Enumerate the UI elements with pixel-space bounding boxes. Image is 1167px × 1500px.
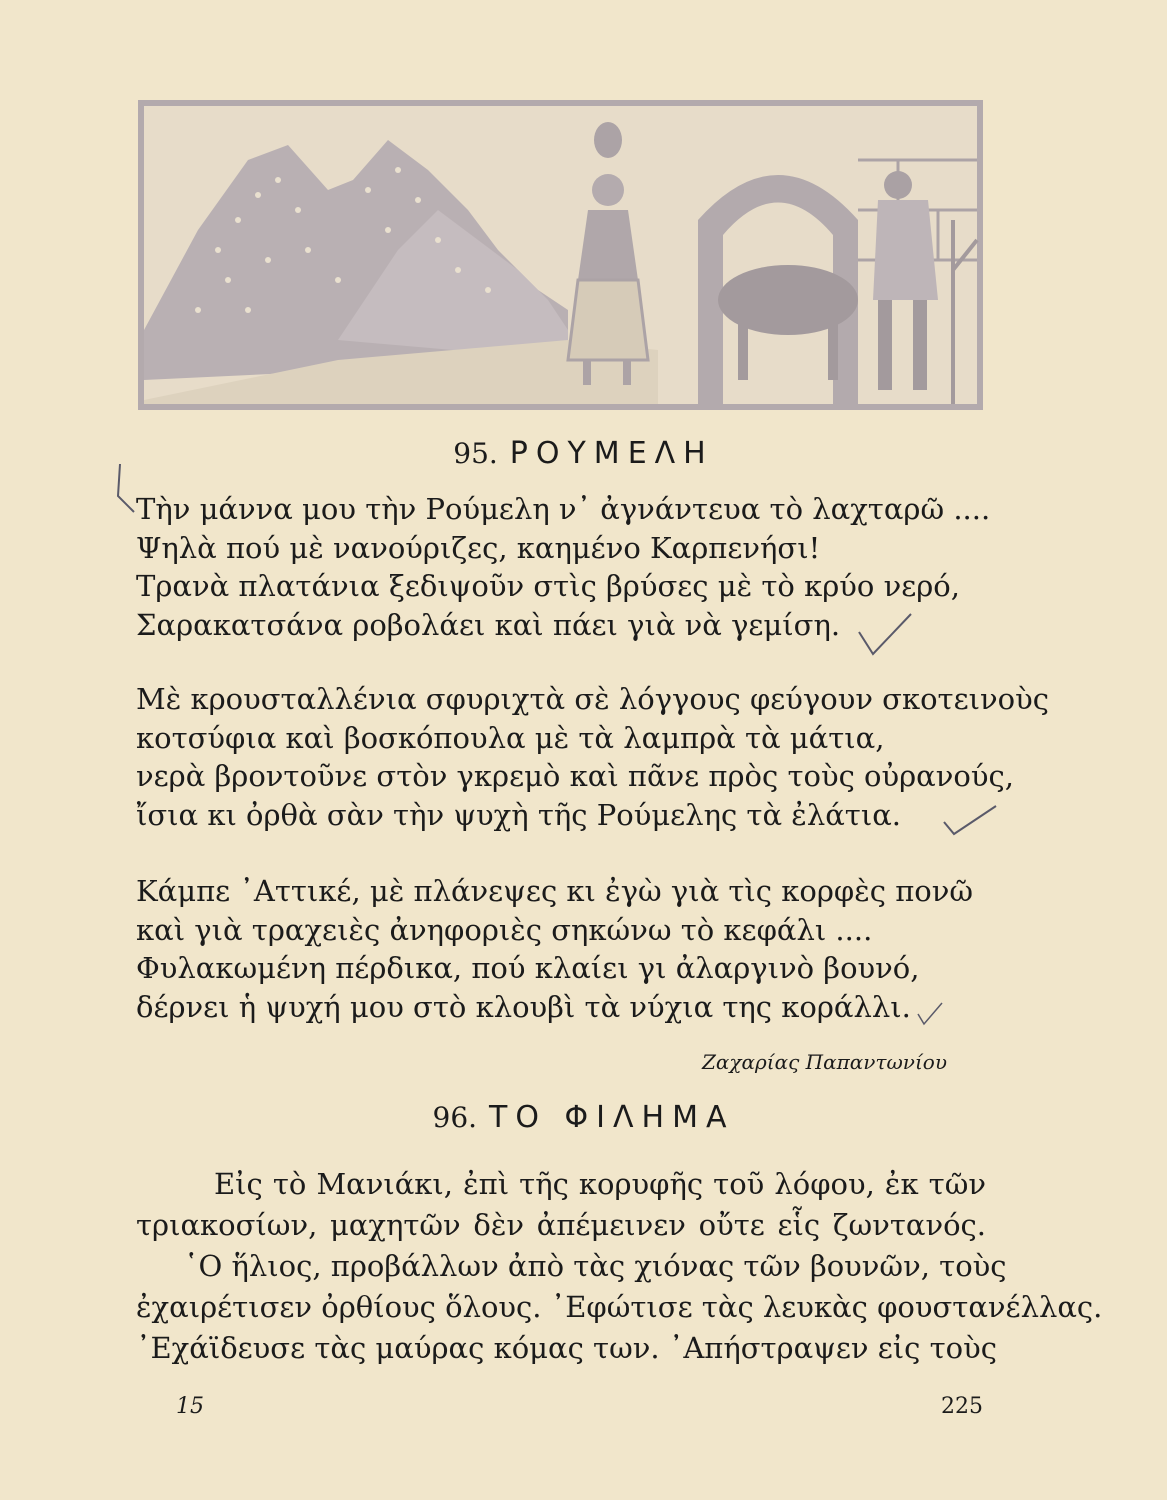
section-title-95 bbox=[0, 436, 1167, 471]
prose-line: ἐχαιρέτισεν ὀρθίους ὅλους. ᾿Εφώτισε τὰς λευκὰς φουστανέλλας. bbox=[136, 1290, 1103, 1324]
poem-line: Φυλακωμένη πέρδικα, πού κλαίει γι ἀλαργινὸ βουνό, bbox=[136, 951, 920, 985]
prose-body bbox=[136, 1164, 1103, 1369]
section-number: 96. bbox=[432, 1101, 478, 1134]
poem-line: κοτσύφια καὶ βοσκόπουλα μὲ τὰ λαμπρὰ τὰ μάτια, bbox=[136, 720, 885, 755]
signature-mark: 15 bbox=[176, 1394, 204, 1419]
section-title-text: ΡΟΥΜΕΛΗ bbox=[509, 436, 714, 471]
prose-line: τριακοσίων, μαχητῶν δὲν ἀπέμεινεν οὔτε εἷς ζωντανός. bbox=[136, 1208, 986, 1242]
prose-line: Εἰς τὸ Μανιάκι, ἐπὶ τῆς κορυφῆς τοῦ λόφου, ἐκ τῶν bbox=[214, 1167, 986, 1201]
poem-line: Τρανὰ πλατάνια ξεδιψοῦν στὶς βρύσες μὲ τὸ κρύο νερό, bbox=[136, 569, 960, 603]
poem-line: ἴσια κι ὀρθὰ σὰν τὴν ψυχὴ τῆς Ρούμελης τὰ ἐλάτια. bbox=[136, 797, 902, 832]
margin-tick-icon bbox=[108, 460, 138, 520]
prose-line: ᾿Εχάϊδευσε τὰς μαύρας κόμας των. ᾿Απήστραψεν εἰς τοὺς bbox=[136, 1331, 998, 1365]
checkmark-icon bbox=[915, 1000, 945, 1028]
poem-line: Ψηλὰ πού μὲ νανούριζες, καημένο Καρπενήσι! bbox=[136, 530, 821, 565]
stanza-2 bbox=[136, 680, 1049, 834]
stanza-3 bbox=[136, 872, 996, 1026]
poem-line: Κάμπε ᾿Αττικέ, μὲ πλάνεψες κι ἐγὼ γιὰ τὶς κορφὲς πονῶ bbox=[136, 874, 974, 908]
prose-line: ῾Ο ἥλιος, προβάλλων ἀπὸ τὰς χιόνας τῶν βουνῶν, τοὺς bbox=[184, 1249, 1007, 1283]
poem-line: καὶ γιὰ τραχειὲς ἀνηφοριὲς σηκώνω τὸ κεφάλι .... bbox=[136, 912, 873, 947]
poem-line: Σαρακατσάνα ροβολάει καὶ πάει γιὰ νὰ γεμίση. bbox=[136, 607, 841, 642]
checkmark-icon bbox=[940, 800, 1000, 840]
woodcut-illustration bbox=[138, 100, 983, 410]
poem-line: νερὰ βροντοῦνε στὸν γκρεμὸ καὶ πᾶνε πρὸς τοὺς οὐρανούς, bbox=[136, 759, 1014, 793]
poem-author: Ζαχαρίας Παπαντωνίου bbox=[701, 1050, 947, 1074]
poem-line: Μὲ κρουσταλλένια σφυριχτὰ σὲ λόγγους φεύγουν σκοτεινοὺς bbox=[136, 682, 1049, 716]
page-number: 225 bbox=[941, 1394, 983, 1419]
checkmark-icon bbox=[855, 610, 915, 660]
woodcut-village-fountain-icon bbox=[138, 100, 983, 410]
section-title-text: ΤΟ ΦΙΛΗΜΑ bbox=[489, 1100, 735, 1135]
poem-line: Τὴν μάννα μου τὴν Ρούμελη ν᾿ ἀγνάντευα τὸ λαχταρῶ .... bbox=[136, 492, 991, 526]
section-number: 95. bbox=[453, 437, 498, 470]
poem-line: δέρνει ἡ ψυχή μου στὸ κλουβὶ τὰ νύχια της κοράλλι. bbox=[136, 989, 911, 1024]
section-title-96 bbox=[0, 1100, 1167, 1135]
